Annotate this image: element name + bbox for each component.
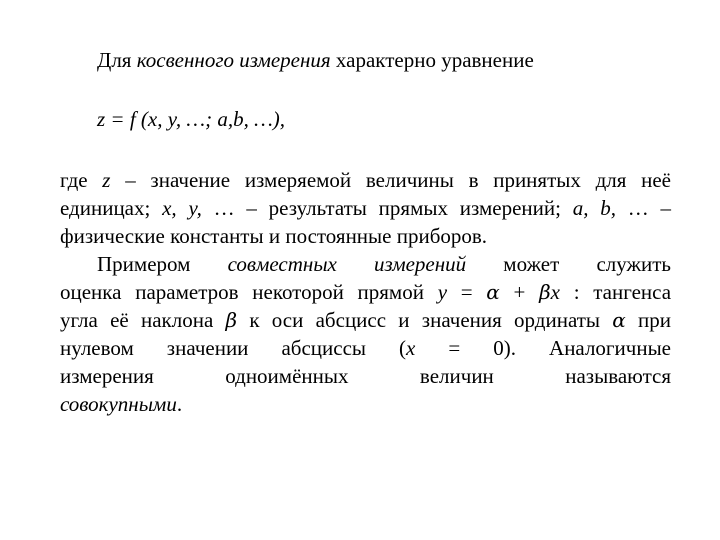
para1-text: – значение измеряемой величины в принятых для неё xyxy=(110,168,671,192)
intro-term: косвенного измерения xyxy=(136,48,331,72)
beta-symbol: β xyxy=(225,308,238,332)
para1-line-1 xyxy=(60,168,671,192)
intro-text-post: характерно уравнение xyxy=(330,48,534,72)
para2-text: при xyxy=(625,308,672,332)
equation-text: z = f (x, y, …; a,b, …), xyxy=(97,107,285,131)
para2-line-2 xyxy=(60,280,671,304)
aggregate-measurements-term: совокупными xyxy=(60,392,177,416)
para2-text: = 0). Аналогичные xyxy=(415,336,672,360)
para1-text: где xyxy=(60,168,103,192)
para2-text: может служить xyxy=(466,252,671,276)
var-x: x xyxy=(550,280,560,304)
para1-text: … – результаты прямых измерений; xyxy=(201,196,573,220)
para2-text: . xyxy=(176,392,183,416)
para2-text: оценка параметров некоторой прямой xyxy=(60,280,438,304)
para2-text: к оси абсцисс и значения ординаты xyxy=(237,308,613,332)
para2-text: Примером xyxy=(97,252,228,276)
para1-text: единицах; xyxy=(60,196,163,220)
intro-line xyxy=(97,48,708,72)
para2-text: + xyxy=(499,280,540,304)
para2-text: измерения одноимённых величин называются xyxy=(60,364,671,388)
para2-line-5 xyxy=(60,364,671,388)
para1-text: … – xyxy=(615,196,672,220)
para1-line-2 xyxy=(60,196,671,220)
para1-line-3 xyxy=(60,224,671,248)
alpha-symbol: α xyxy=(486,280,500,304)
vars-xy: x, y, xyxy=(162,196,202,220)
beta-symbol: β xyxy=(539,280,551,304)
para2-text: нулевом значении абсциссы ( xyxy=(60,336,407,360)
para1-text: физические константы и постоянные приборов. xyxy=(60,224,488,248)
var-z: z xyxy=(102,168,111,192)
equation xyxy=(97,107,708,131)
para2-text: угла её наклона xyxy=(60,308,226,332)
vars-ab: a, b, xyxy=(572,196,616,220)
joint-measurements-term: совместных измерений xyxy=(227,252,467,276)
para2-line-1 xyxy=(97,252,671,276)
para2-line-3 xyxy=(60,308,671,332)
var-x: x xyxy=(406,336,416,360)
para2-text: = xyxy=(447,280,487,304)
intro-text-pre: Для xyxy=(97,48,137,72)
para2-line-6 xyxy=(60,392,671,416)
alpha-symbol: α xyxy=(612,308,626,332)
para2-text: : тангенса xyxy=(559,280,672,304)
para2-line-4 xyxy=(60,336,671,360)
var-y: y xyxy=(437,280,448,304)
